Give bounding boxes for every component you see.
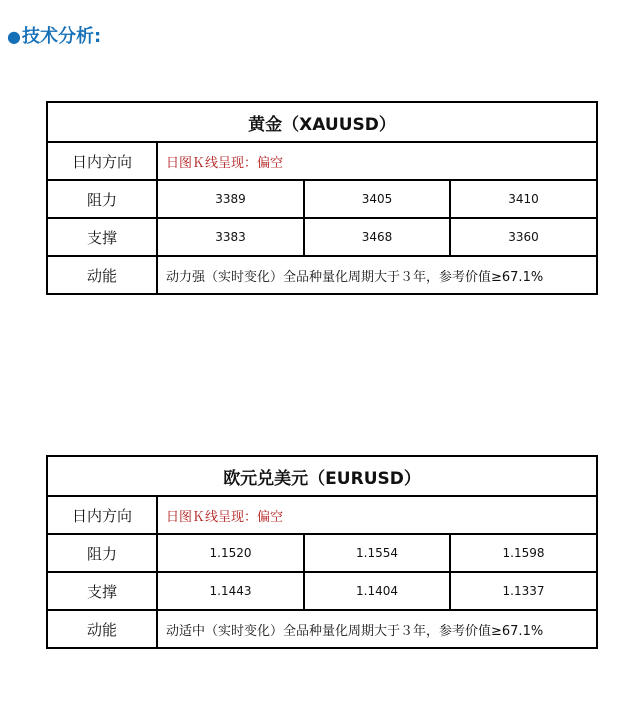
resistance-row	[47, 534, 597, 572]
bullet-icon: ●	[7, 27, 21, 46]
support-value: 3383	[157, 218, 304, 256]
support-value: 1.1443	[157, 572, 304, 610]
direction-value: 日图Ｋ线呈现：偏空	[157, 142, 597, 180]
eurusd-analysis-table	[46, 455, 598, 649]
support-row	[47, 572, 597, 610]
support-label: 支撑	[47, 572, 157, 610]
table-title: 欧元兑美元（EURUSD）	[47, 456, 597, 496]
resistance-label: 阻力	[47, 180, 157, 218]
resistance-label: 阻力	[47, 534, 157, 572]
resistance-value: 1.1554	[304, 534, 450, 572]
table-title-row	[47, 456, 597, 496]
momentum-value: 动力强（实时变化）全品种量化周期大于３年，参考价值≥67.1%	[157, 256, 597, 294]
support-label: 支撑	[47, 218, 157, 256]
support-value: 3360	[450, 218, 597, 256]
table-title: 黄金（XAUUSD）	[47, 102, 597, 142]
resistance-value: 1.1598	[450, 534, 597, 572]
support-value: 3468	[304, 218, 450, 256]
momentum-row	[47, 610, 597, 648]
direction-row	[47, 142, 597, 180]
resistance-value: 3389	[157, 180, 304, 218]
support-row	[47, 218, 597, 256]
direction-value: 日图Ｋ线呈现：偏空	[157, 496, 597, 534]
momentum-label: 动能	[47, 610, 157, 648]
table-title-row	[47, 102, 597, 142]
direction-row	[47, 496, 597, 534]
support-value: 1.1337	[450, 572, 597, 610]
support-value: 1.1404	[304, 572, 450, 610]
gold-analysis-table	[46, 101, 598, 295]
resistance-value: 3405	[304, 180, 450, 218]
momentum-value: 动适中（实时变化）全品种量化周期大于３年，参考价值≥67.1%	[157, 610, 597, 648]
momentum-row	[47, 256, 597, 294]
momentum-label: 动能	[47, 256, 157, 294]
direction-label: 日内方向	[47, 142, 157, 180]
resistance-value: 1.1520	[157, 534, 304, 572]
section-heading-text: 技术分析:	[21, 26, 102, 47]
resistance-value: 3410	[450, 180, 597, 218]
section-heading	[7, 25, 101, 49]
direction-label: 日内方向	[47, 496, 157, 534]
resistance-row	[47, 180, 597, 218]
